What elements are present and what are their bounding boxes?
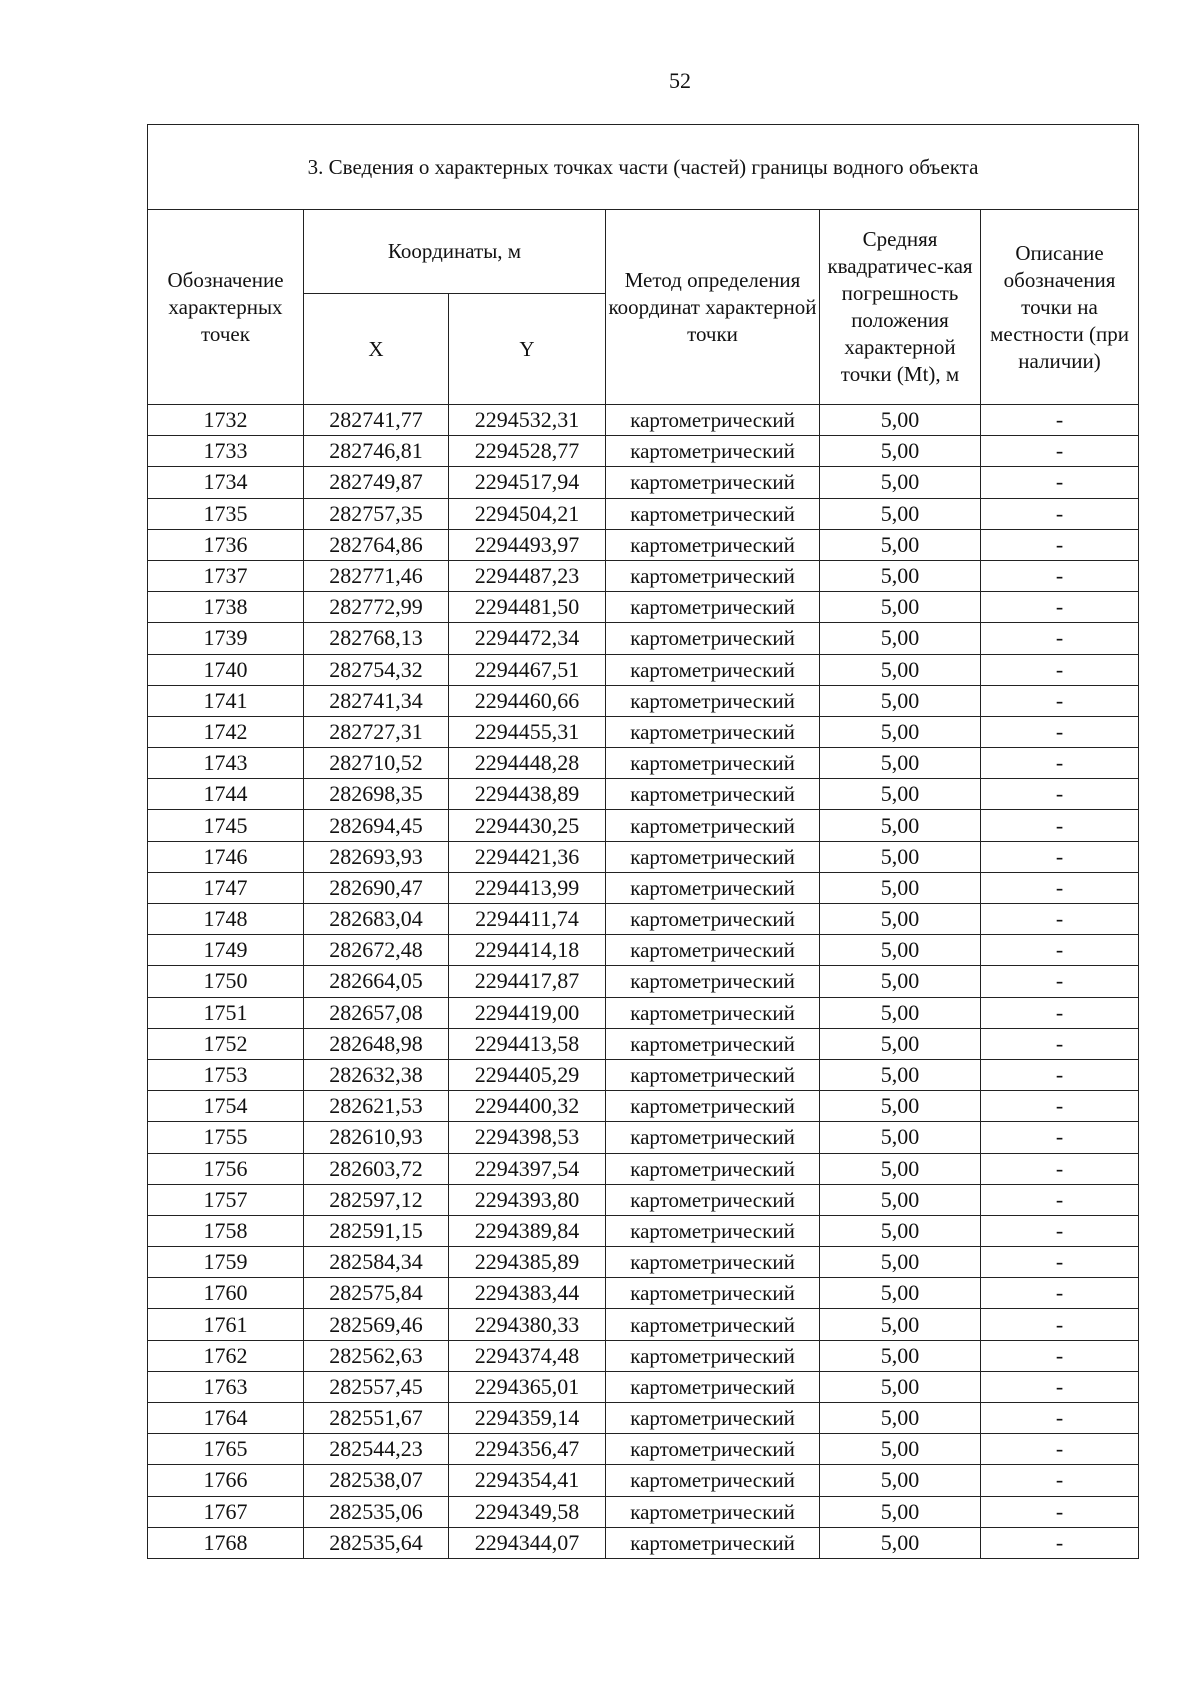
cell-x: 282551,67 [304,1403,449,1434]
cell-description: - [981,405,1139,436]
cell-method: картометрический [606,716,820,747]
cell-x: 282690,47 [304,872,449,903]
cell-accuracy: 5,00 [820,1184,981,1215]
cell-description: - [981,1371,1139,1402]
cell-x: 282621,53 [304,1091,449,1122]
cell-description: - [981,1215,1139,1246]
cell-accuracy: 5,00 [820,966,981,997]
cell-x: 282569,46 [304,1309,449,1340]
cell-description: - [981,810,1139,841]
cell-description: - [981,1091,1139,1122]
cell-y: 2294493,97 [449,529,606,560]
table-row [148,1278,1139,1309]
cell-method: картометрический [606,1028,820,1059]
cell-y: 2294413,58 [449,1028,606,1059]
cell-designation: 1768 [148,1527,304,1558]
cell-y: 2294344,07 [449,1527,606,1558]
cell-x: 282683,04 [304,904,449,935]
cell-description: - [981,841,1139,872]
cell-x: 282538,07 [304,1465,449,1496]
cell-x: 282727,31 [304,716,449,747]
cell-x: 282664,05 [304,966,449,997]
cell-y: 2294430,25 [449,810,606,841]
table-row [148,904,1139,935]
cell-method: картометрический [606,997,820,1028]
cell-method: картометрический [606,592,820,623]
table-row [148,1153,1139,1184]
cell-x: 282575,84 [304,1278,449,1309]
cell-designation: 1764 [148,1403,304,1434]
cell-designation: 1738 [148,592,304,623]
cell-method: картометрический [606,935,820,966]
cell-method: картометрический [606,1215,820,1246]
table-row [148,592,1139,623]
cell-x: 282603,72 [304,1153,449,1184]
cell-description: - [981,1028,1139,1059]
cell-x: 282710,52 [304,748,449,779]
cell-y: 2294417,87 [449,966,606,997]
cell-designation: 1752 [148,1028,304,1059]
cell-accuracy: 5,00 [820,1340,981,1371]
cell-method: картометрический [606,904,820,935]
table-row [148,1403,1139,1434]
cell-y: 2294487,23 [449,560,606,591]
cell-method: картометрический [606,1496,820,1527]
cell-accuracy: 5,00 [820,623,981,654]
cell-description: - [981,529,1139,560]
cell-method: картометрический [606,1465,820,1496]
cell-designation: 1733 [148,436,304,467]
cell-description: - [981,1340,1139,1371]
cell-designation: 1739 [148,623,304,654]
cell-x: 282557,45 [304,1371,449,1402]
cell-y: 2294414,18 [449,935,606,966]
section-title: 3. Сведения о характерных точках части (частей) границы водного объекта [148,125,1139,210]
table-row [148,1465,1139,1496]
cell-y: 2294411,74 [449,904,606,935]
cell-x: 282544,23 [304,1434,449,1465]
cell-y: 2294398,53 [449,1122,606,1153]
cell-accuracy: 5,00 [820,1371,981,1402]
cell-designation: 1735 [148,498,304,529]
table-row [148,1091,1139,1122]
cell-accuracy: 5,00 [820,997,981,1028]
cell-description: - [981,1278,1139,1309]
cell-y: 2294517,94 [449,467,606,498]
cell-accuracy: 5,00 [820,405,981,436]
cell-method: картометрический [606,1184,820,1215]
cell-description: - [981,779,1139,810]
cell-description: - [981,1309,1139,1340]
cell-method: картометрический [606,1247,820,1278]
cell-x: 282584,34 [304,1247,449,1278]
cell-description: - [981,1434,1139,1465]
cell-accuracy: 5,00 [820,1153,981,1184]
cell-x: 282591,15 [304,1215,449,1246]
table-row [148,560,1139,591]
cell-accuracy: 5,00 [820,1527,981,1558]
cell-accuracy: 5,00 [820,1278,981,1309]
table-row [148,779,1139,810]
table-row [148,498,1139,529]
boundary-points-table [147,124,1139,1559]
cell-x: 282746,81 [304,436,449,467]
cell-designation: 1749 [148,935,304,966]
cell-description: - [981,872,1139,903]
cell-designation: 1753 [148,1059,304,1090]
table-row [148,1215,1139,1246]
cell-accuracy: 5,00 [820,654,981,685]
cell-accuracy: 5,00 [820,841,981,872]
table-header [148,125,1139,405]
cell-designation: 1736 [148,529,304,560]
cell-accuracy: 5,00 [820,467,981,498]
cell-method: картометрический [606,405,820,436]
cell-x: 282535,64 [304,1527,449,1558]
cell-description: - [981,592,1139,623]
cell-method: картометрический [606,560,820,591]
cell-accuracy: 5,00 [820,436,981,467]
cell-x: 282597,12 [304,1184,449,1215]
cell-designation: 1751 [148,997,304,1028]
table-row [148,997,1139,1028]
table-row [148,1496,1139,1527]
cell-y: 2294389,84 [449,1215,606,1246]
cell-description: - [981,966,1139,997]
cell-x: 282610,93 [304,1122,449,1153]
cell-description: - [981,1122,1139,1153]
header-x: X [304,294,449,405]
cell-accuracy: 5,00 [820,560,981,591]
cell-y: 2294472,34 [449,623,606,654]
cell-method: картометрический [606,1091,820,1122]
cell-description: - [981,1059,1139,1090]
table-row [148,436,1139,467]
cell-y: 2294421,36 [449,841,606,872]
cell-accuracy: 5,00 [820,498,981,529]
cell-x: 282694,45 [304,810,449,841]
table-row [148,1340,1139,1371]
cell-designation: 1734 [148,467,304,498]
cell-designation: 1740 [148,654,304,685]
table-row [148,748,1139,779]
cell-designation: 1767 [148,1496,304,1527]
table-row [148,1434,1139,1465]
cell-method: картометрический [606,1403,820,1434]
cell-designation: 1763 [148,1371,304,1402]
cell-designation: 1761 [148,1309,304,1340]
table-row [148,405,1139,436]
table-body [148,405,1139,1559]
cell-accuracy: 5,00 [820,810,981,841]
cell-x: 282648,98 [304,1028,449,1059]
cell-x: 282741,34 [304,685,449,716]
cell-x: 282771,46 [304,560,449,591]
table-row [148,810,1139,841]
cell-method: картометрический [606,498,820,529]
cell-accuracy: 5,00 [820,716,981,747]
cell-accuracy: 5,00 [820,779,981,810]
cell-description: - [981,716,1139,747]
cell-x: 282698,35 [304,779,449,810]
cell-accuracy: 5,00 [820,904,981,935]
header-description: Описание обозначения точки на местности (при наличии) [981,210,1139,405]
cell-accuracy: 5,00 [820,685,981,716]
cell-x: 282657,08 [304,997,449,1028]
table-row [148,529,1139,560]
cell-x: 282768,13 [304,623,449,654]
cell-method: картометрический [606,436,820,467]
table-row [148,1028,1139,1059]
cell-x: 282757,35 [304,498,449,529]
table-row [148,716,1139,747]
cell-y: 2294467,51 [449,654,606,685]
table-row [148,1309,1139,1340]
cell-designation: 1758 [148,1215,304,1246]
table-row [148,467,1139,498]
cell-y: 2294528,77 [449,436,606,467]
cell-y: 2294393,80 [449,1184,606,1215]
cell-x: 282772,99 [304,592,449,623]
cell-description: - [981,997,1139,1028]
cell-method: картометрический [606,748,820,779]
cell-accuracy: 5,00 [820,872,981,903]
page-number: 52 [669,68,691,93]
cell-designation: 1762 [148,1340,304,1371]
cell-description: - [981,654,1139,685]
cell-accuracy: 5,00 [820,529,981,560]
cell-method: картометрический [606,654,820,685]
cell-y: 2294383,44 [449,1278,606,1309]
cell-accuracy: 5,00 [820,1496,981,1527]
cell-accuracy: 5,00 [820,935,981,966]
cell-description: - [981,436,1139,467]
cell-accuracy: 5,00 [820,1465,981,1496]
cell-accuracy: 5,00 [820,1247,981,1278]
cell-x: 282741,77 [304,405,449,436]
cell-method: картометрический [606,966,820,997]
cell-x: 282562,63 [304,1340,449,1371]
cell-y: 2294455,31 [449,716,606,747]
cell-y: 2294359,14 [449,1403,606,1434]
cell-designation: 1744 [148,779,304,810]
cell-description: - [981,1153,1139,1184]
header-y: Y [449,294,606,405]
cell-designation: 1745 [148,810,304,841]
cell-method: картометрический [606,1434,820,1465]
table-row [148,1527,1139,1558]
cell-description: - [981,1184,1139,1215]
cell-y: 2294354,41 [449,1465,606,1496]
cell-y: 2294504,21 [449,498,606,529]
cell-description: - [981,623,1139,654]
table-row [148,1184,1139,1215]
table-row [148,1122,1139,1153]
cell-description: - [981,685,1139,716]
cell-designation: 1756 [148,1153,304,1184]
cell-description: - [981,748,1139,779]
cell-method: картометрический [606,467,820,498]
cell-method: картометрический [606,1278,820,1309]
cell-accuracy: 5,00 [820,592,981,623]
table-row [148,935,1139,966]
cell-designation: 1755 [148,1122,304,1153]
cell-designation: 1742 [148,716,304,747]
table-row [148,1247,1139,1278]
cell-method: картометрический [606,1153,820,1184]
cell-description: - [981,1465,1139,1496]
cell-y: 2294397,54 [449,1153,606,1184]
cell-description: - [981,1496,1139,1527]
cell-accuracy: 5,00 [820,1309,981,1340]
cell-method: картометрический [606,1059,820,1090]
cell-designation: 1747 [148,872,304,903]
cell-method: картометрический [606,1527,820,1558]
cell-method: картометрический [606,841,820,872]
cell-designation: 1760 [148,1278,304,1309]
cell-y: 2294405,29 [449,1059,606,1090]
cell-y: 2294419,00 [449,997,606,1028]
cell-method: картометрический [606,623,820,654]
cell-x: 282749,87 [304,467,449,498]
cell-designation: 1732 [148,405,304,436]
cell-description: - [981,904,1139,935]
cell-y: 2294438,89 [449,779,606,810]
table-row [148,872,1139,903]
table-row [148,685,1139,716]
header-designation: Обозначение характерных точек [148,210,304,405]
cell-designation: 1765 [148,1434,304,1465]
cell-method: картометрический [606,810,820,841]
cell-y: 2294532,31 [449,405,606,436]
cell-accuracy: 5,00 [820,748,981,779]
cell-y: 2294460,66 [449,685,606,716]
cell-method: картометрический [606,685,820,716]
cell-designation: 1743 [148,748,304,779]
table-row [148,1059,1139,1090]
table-row [148,841,1139,872]
cell-description: - [981,935,1139,966]
cell-y: 2294448,28 [449,748,606,779]
cell-y: 2294400,32 [449,1091,606,1122]
header-accuracy: Средняя квадратичес-кая погрешность положения характерной точки (Mt), м [820,210,981,405]
cell-method: картометрический [606,1340,820,1371]
header-method: Метод определения координат характерной точки [606,210,820,405]
table-row [148,1371,1139,1402]
cell-designation: 1759 [148,1247,304,1278]
cell-x: 282535,06 [304,1496,449,1527]
cell-y: 2294365,01 [449,1371,606,1402]
cell-description: - [981,1403,1139,1434]
cell-method: картометрический [606,1122,820,1153]
cell-x: 282632,38 [304,1059,449,1090]
cell-designation: 1757 [148,1184,304,1215]
cell-method: картометрический [606,1309,820,1340]
cell-designation: 1741 [148,685,304,716]
cell-method: картометрический [606,872,820,903]
cell-designation: 1746 [148,841,304,872]
table-row [148,623,1139,654]
cell-x: 282764,86 [304,529,449,560]
cell-accuracy: 5,00 [820,1091,981,1122]
cell-method: картометрический [606,529,820,560]
cell-designation: 1748 [148,904,304,935]
cell-y: 2294385,89 [449,1247,606,1278]
cell-y: 2294356,47 [449,1434,606,1465]
table-row [148,654,1139,685]
cell-x: 282693,93 [304,841,449,872]
cell-description: - [981,1527,1139,1558]
cell-y: 2294413,99 [449,872,606,903]
cell-x: 282672,48 [304,935,449,966]
cell-y: 2294374,48 [449,1340,606,1371]
cell-description: - [981,467,1139,498]
cell-designation: 1750 [148,966,304,997]
cell-designation: 1754 [148,1091,304,1122]
cell-designation: 1766 [148,1465,304,1496]
cell-accuracy: 5,00 [820,1434,981,1465]
cell-y: 2294349,58 [449,1496,606,1527]
cell-accuracy: 5,00 [820,1028,981,1059]
cell-accuracy: 5,00 [820,1059,981,1090]
cell-description: - [981,498,1139,529]
cell-x: 282754,32 [304,654,449,685]
table-row [148,966,1139,997]
cell-y: 2294380,33 [449,1309,606,1340]
cell-description: - [981,560,1139,591]
cell-method: картометрический [606,779,820,810]
header-coordinates: Координаты, м [304,210,606,294]
cell-y: 2294481,50 [449,592,606,623]
cell-accuracy: 5,00 [820,1215,981,1246]
cell-accuracy: 5,00 [820,1122,981,1153]
cell-designation: 1737 [148,560,304,591]
cell-method: картометрический [606,1371,820,1402]
cell-accuracy: 5,00 [820,1403,981,1434]
cell-description: - [981,1247,1139,1278]
